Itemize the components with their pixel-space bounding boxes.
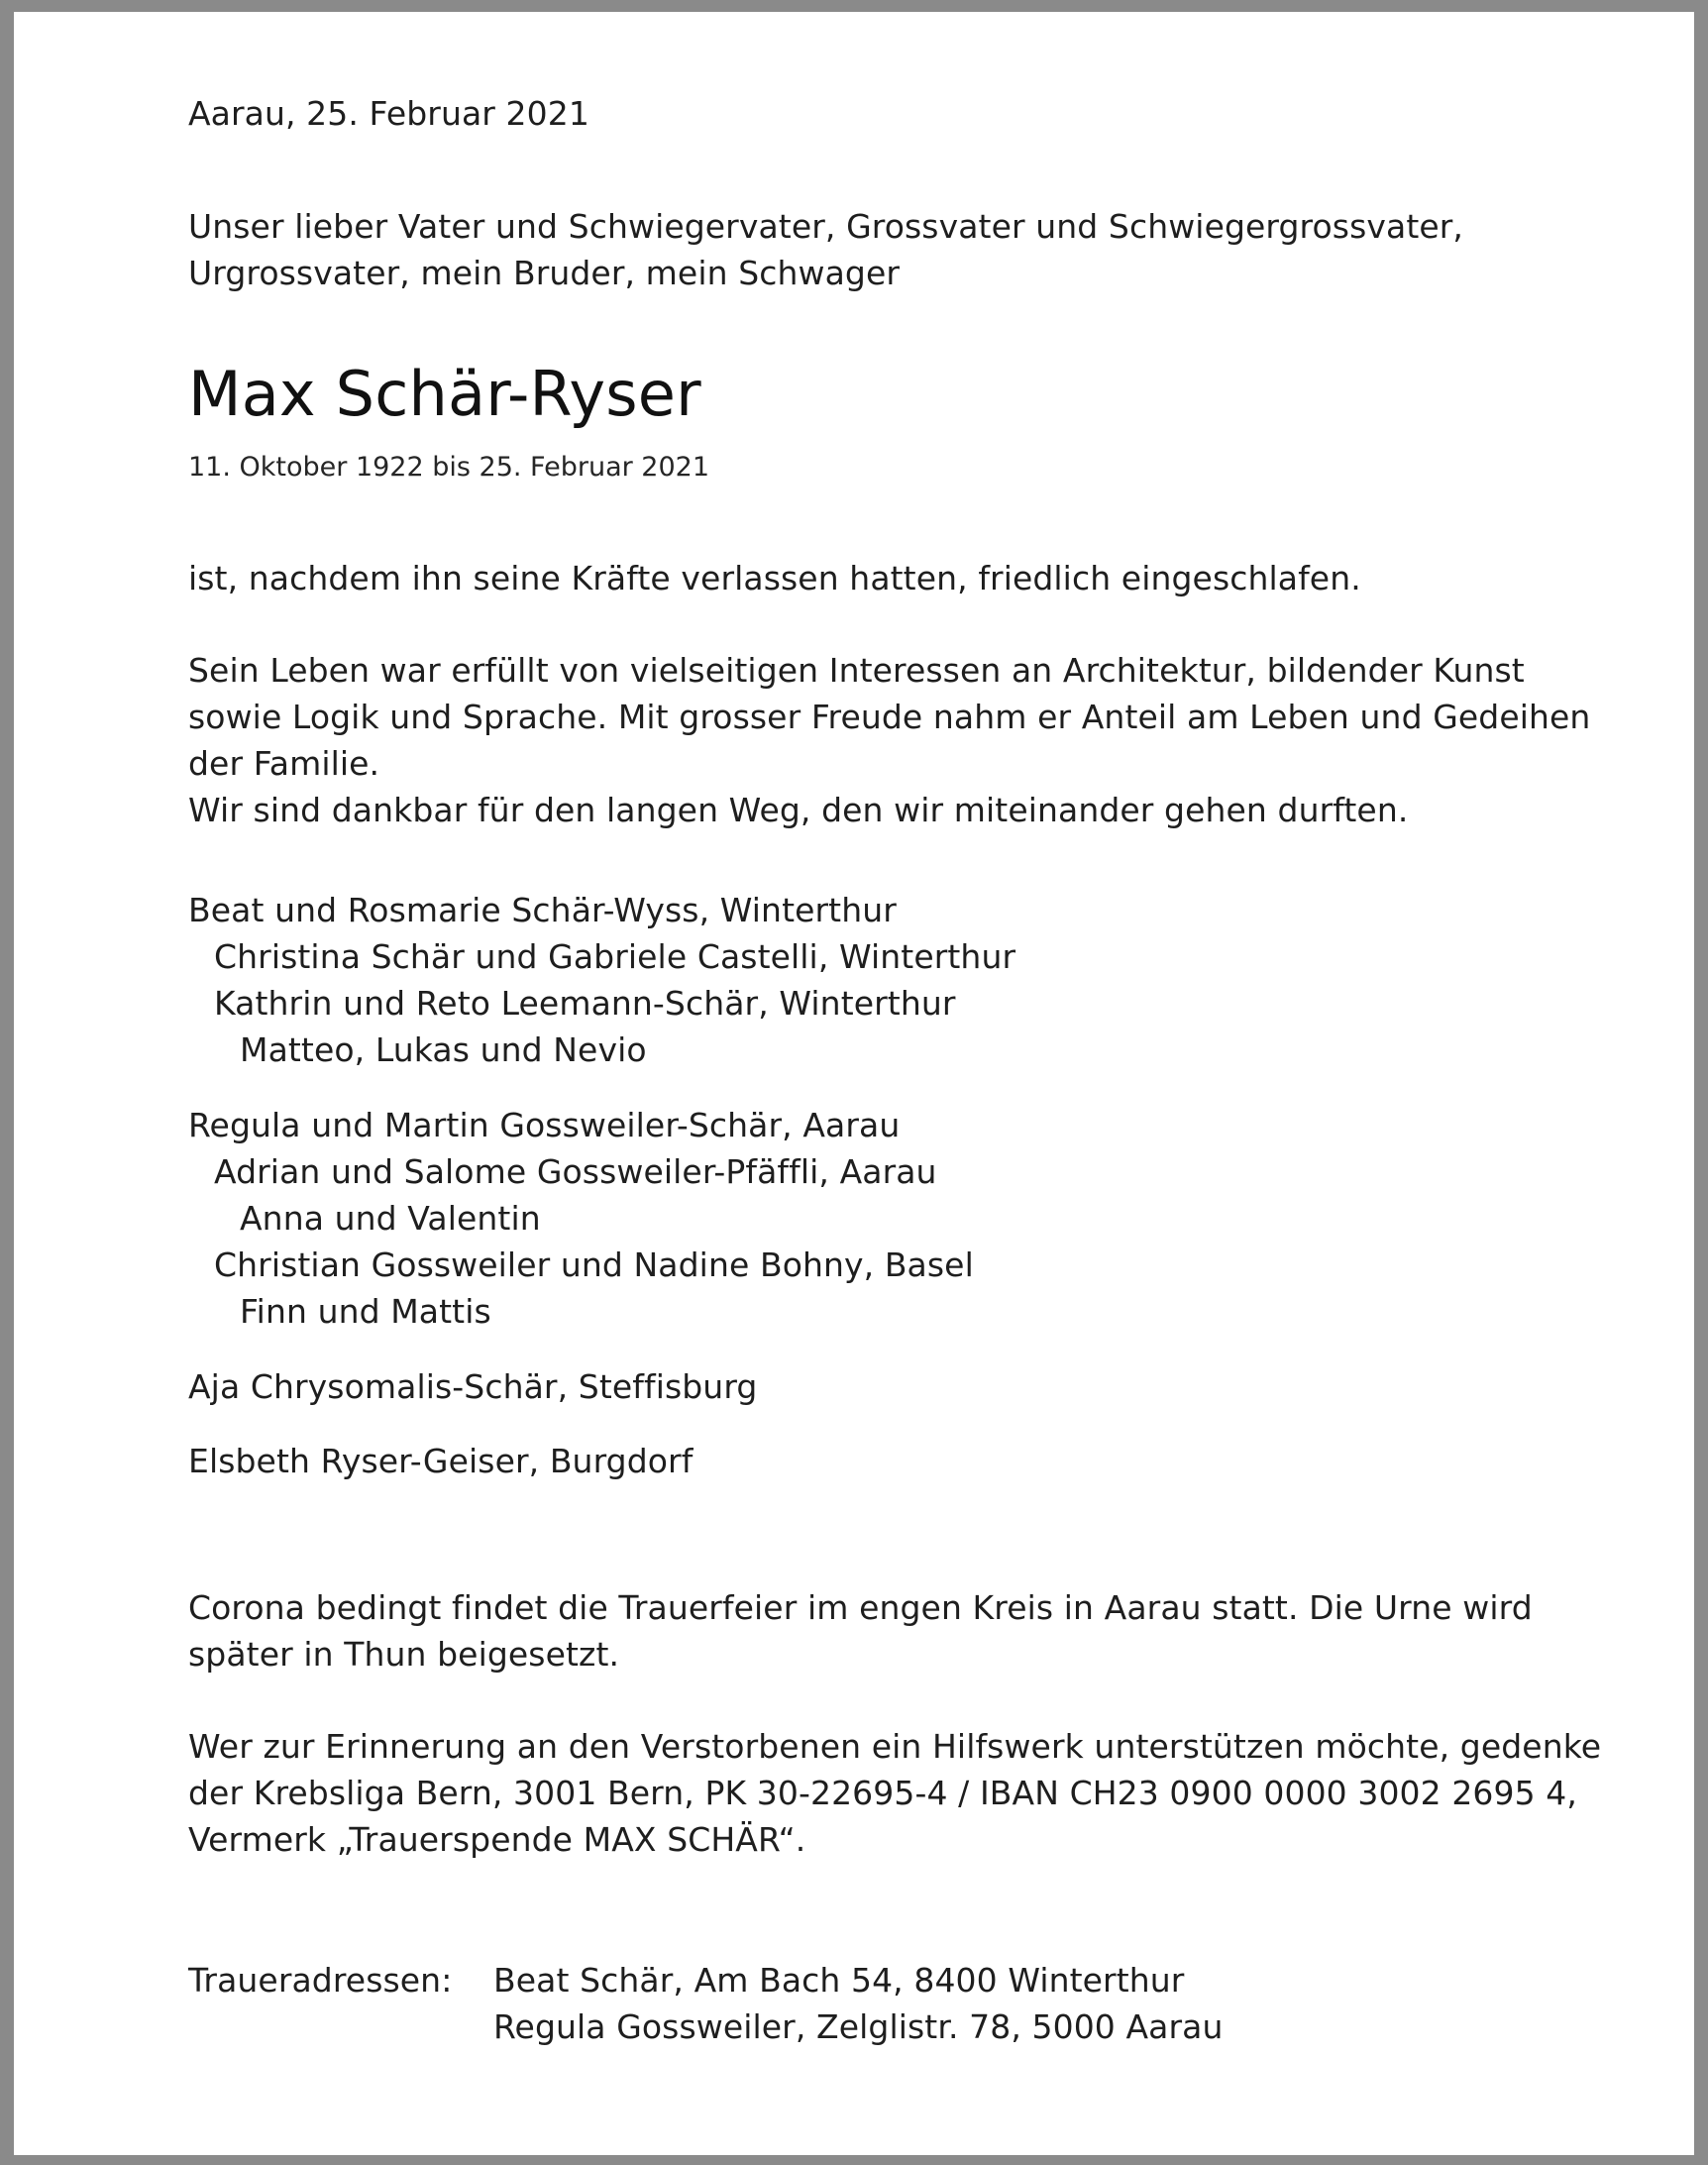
ceremony-line-2: später in Thun beigesetzt. xyxy=(188,1635,620,1674)
life-line-4: Wir sind dankbar für den langen Weg, den wir miteinander gehen durften. xyxy=(188,791,1409,829)
ceremony-line-1: Corona bedingt findet die Trauerfeier im engen Kreis in Aarau statt. Die Urne wird xyxy=(188,1588,1533,1627)
addresses-label: Traueradressen: xyxy=(188,1961,453,2000)
deceased-name: Max Schär-Ryser xyxy=(188,358,701,430)
mourner-family2-line-4: Christian Gossweiler und Nadine Bohny, Basel xyxy=(214,1245,974,1284)
life-line-1: Sein Leben war erfüllt von vielseitigen Interessen an Architektur, bildender Kunst xyxy=(188,651,1525,690)
mourner-family3: Aja Chrysomalis-Schär, Steffisburg xyxy=(188,1367,758,1406)
mourner-family2-line-3: Anna und Valentin xyxy=(240,1199,541,1238)
mourner-family1-line-2: Christina Schär und Gabriele Castelli, Winterthur xyxy=(214,937,1016,976)
intro-line-1: Unser lieber Vater und Schwiegervater, Grossvater und Schwiegergrossvater, xyxy=(188,207,1464,246)
mourner-family2-line-1: Regula und Martin Gossweiler-Schär, Aarau xyxy=(188,1106,901,1144)
mourner-family1-line-4: Matteo, Lukas und Nevio xyxy=(240,1030,647,1069)
date-line: Aarau, 25. Februar 2021 xyxy=(188,94,589,133)
passing-line: ist, nachdem ihn seine Kräfte verlassen hatten, friedlich eingeschlafen. xyxy=(188,559,1361,597)
mourner-family2-line-5: Finn und Mattis xyxy=(240,1292,491,1331)
intro-line-2: Urgrossvater, mein Bruder, mein Schwager xyxy=(188,254,901,292)
life-line-3: der Familie. xyxy=(188,744,380,783)
mourner-family4: Elsbeth Ryser-Geiser, Burgdorf xyxy=(188,1442,694,1480)
life-line-2: sowie Logik und Sprache. Mit grosser Freude nahm er Anteil am Leben und Gedeihen xyxy=(188,698,1591,736)
address-line-1: Beat Schär, Am Bach 54, 8400 Winterthur xyxy=(493,1961,1185,2000)
mourner-family2-line-2: Adrian und Salome Gossweiler-Pfäffli, Aarau xyxy=(214,1152,937,1191)
mourner-family1-line-3: Kathrin und Reto Leemann-Schär, Winterthur xyxy=(214,984,956,1023)
donation-line-2: der Krebsliga Bern, 3001 Bern, PK 30-22695-4 / IBAN CH23 0900 0000 3002 2695 4, xyxy=(188,1774,1577,1812)
obituary-page xyxy=(14,12,1694,2155)
donation-line-3: Vermerk „Trauerspende MAX SCHÄR“. xyxy=(188,1820,806,1859)
address-line-2: Regula Gossweiler, Zelglistr. 78, 5000 Aarau xyxy=(493,2007,1224,2046)
donation-line-1: Wer zur Erinnerung an den Verstorbenen ein Hilfswerk unterstützen möchte, gedenke xyxy=(188,1727,1602,1766)
life-dates: 11. Oktober 1922 bis 25. Februar 2021 xyxy=(188,452,710,483)
mourner-family1-line-1: Beat und Rosmarie Schär-Wyss, Winterthur xyxy=(188,891,897,929)
